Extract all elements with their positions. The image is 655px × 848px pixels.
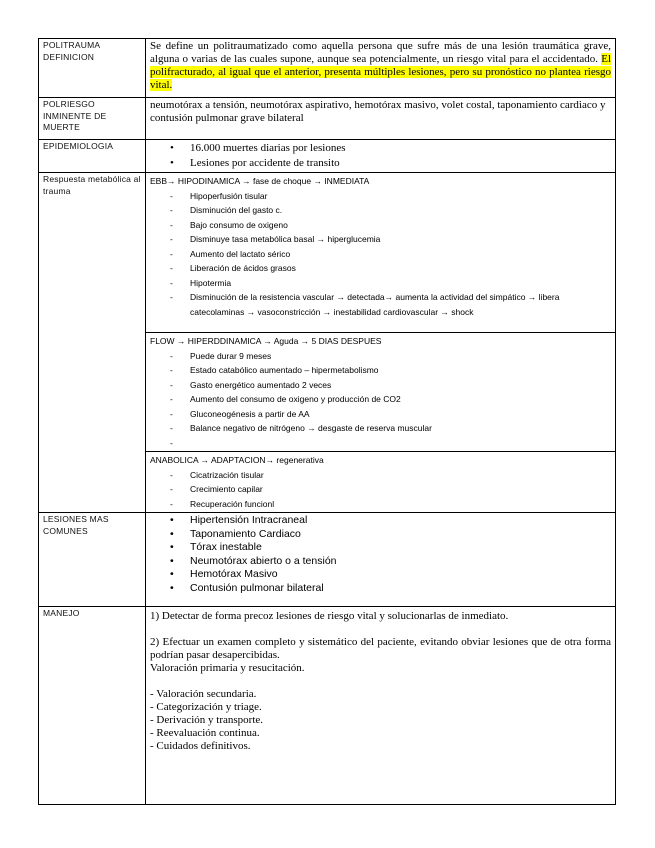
list-item: - Estado catabólico aumentado – hipermetabolismo	[170, 363, 611, 378]
row-label: LESIONES MAS COMUNES	[39, 513, 146, 607]
row-epidemiologia	[39, 140, 616, 173]
list-item: • Neumotórax abierto o a tensión	[170, 555, 611, 569]
row-definicion	[39, 39, 616, 98]
list-item: - Disminución del gasto c.	[170, 203, 611, 218]
list-item: - Balance negativo de nitrógeno → desgaste de reserva muscular	[170, 421, 611, 436]
anabolica-section	[146, 452, 616, 513]
row-label: Respuesta metabólica al trauma	[39, 173, 146, 513]
list-item: • Hemotórax Masivo	[170, 568, 611, 582]
definition-plain: Se define un politraumatizado como aquella persona que sufre más de una lesión traumática grave, alguna o varias de las cuales supone, aunque sea potencialmente, un riesgo vital para el accidentado.	[150, 40, 611, 65]
list-item: - Categorización y triage.	[150, 701, 262, 713]
list-item: • 16.000 muertes diarias por lesiones	[170, 141, 611, 156]
lesiones-list	[150, 514, 611, 595]
flow-list	[150, 349, 611, 451]
ebb-title: EBB→ HIPODINAMICA → fase de choque → INMEDIATA	[150, 176, 370, 186]
list-item: - Hipoperfusión tisular	[170, 189, 611, 204]
list-item: - Bajo consumo de oxigeno	[170, 218, 611, 233]
manejo-section	[146, 607, 616, 805]
flow-title: FLOW → HIPERDDINAMICA → Aguda → 5 DIAS DESPUES	[150, 336, 382, 346]
manejo-p2: 2) Efectuar un examen completo y sistemático del paciente, evitando obviar lesiones que de otra forma podrían pasar desapercibidas.	[150, 636, 611, 661]
definition-text	[146, 39, 616, 98]
row-manejo	[39, 607, 616, 805]
row-ebb	[39, 173, 616, 333]
list-item: - Liberación de ácidos grasos	[170, 261, 611, 276]
row-label: POLITRAUMA DEFINICION	[39, 39, 146, 98]
list-item: - Gasto energético aumentado 2 veces	[170, 378, 611, 393]
list-item: - Aumento del consumo de oxigeno y producción de CO2	[170, 392, 611, 407]
list-item	[170, 436, 611, 451]
list-item: - Cuidados definitivos.	[150, 740, 251, 752]
row-riesgo	[39, 98, 616, 140]
list-item: • Taponamiento Cardiaco	[170, 528, 611, 542]
definition-highlight: El polifracturado, al igual que el anterior, presenta múltiples lesiones, pero su pronóstico no plantea riesgo vital.	[150, 53, 611, 91]
list-item: - Disminuye tasa metabólica basal → hiperglucemia	[170, 232, 611, 247]
list-item: - Derivación y transporte.	[150, 714, 264, 726]
ebb-section	[146, 173, 616, 333]
list-item: - Recuperación funcionl	[170, 497, 611, 512]
list-item: - Hipotermia	[170, 276, 611, 291]
manejo-p1: 1) Detectar de forma precoz lesiones de riesgo vital y solucionarlas de inmediato.	[150, 610, 509, 622]
notes-table	[38, 38, 616, 805]
list-item: - Cicatrización tisular	[170, 468, 611, 483]
list-item: • Tórax inestable	[170, 541, 611, 555]
flow-section	[146, 333, 616, 452]
list-item: - Gluconeogénesis a partir de AA	[170, 407, 611, 422]
list-item: - Valoración secundaria.	[150, 688, 257, 700]
row-label: EPIDEMIOLOGIA	[39, 140, 146, 173]
list-item: - Crecimiento capilar	[170, 482, 611, 497]
list-item: - Puede durar 9 meses	[170, 349, 611, 364]
row-label: MANEJO	[39, 607, 146, 805]
list-item: • Contusión pulmonar bilateral	[170, 582, 611, 596]
manejo-p3: Valoración primaria y resucitación.	[150, 662, 305, 674]
ebb-list	[150, 189, 611, 320]
list-item: - Reevaluación continua.	[150, 727, 260, 739]
list-item: - Disminución de la resistencia vascular → detectada→ aumenta la actividad del simpático → libera catecolaminas → vasoconstricción → inestabilidad cardiovascular → shock	[170, 290, 611, 319]
row-label: POLRIESGO INMINENTE DE MUERTE	[39, 98, 146, 140]
epidemiologia-list	[150, 141, 611, 171]
anabolica-title: ANABOLICA → ADAPTACION→ regenerativa	[150, 455, 324, 465]
riesgo-text: neumotórax a tensión, neumotórax aspirativo, hemotórax masivo, volet costal, taponamiento cardiaco y contusión pulmonar grave bilateral	[146, 98, 616, 140]
list-item: - Aumento del lactato sérico	[170, 247, 611, 262]
anabolica-list	[150, 468, 611, 512]
list-item: • Lesiones por accidente de transito	[170, 156, 611, 171]
row-lesiones	[39, 513, 616, 607]
list-item: • Hipertensión Intracraneal	[170, 514, 611, 528]
